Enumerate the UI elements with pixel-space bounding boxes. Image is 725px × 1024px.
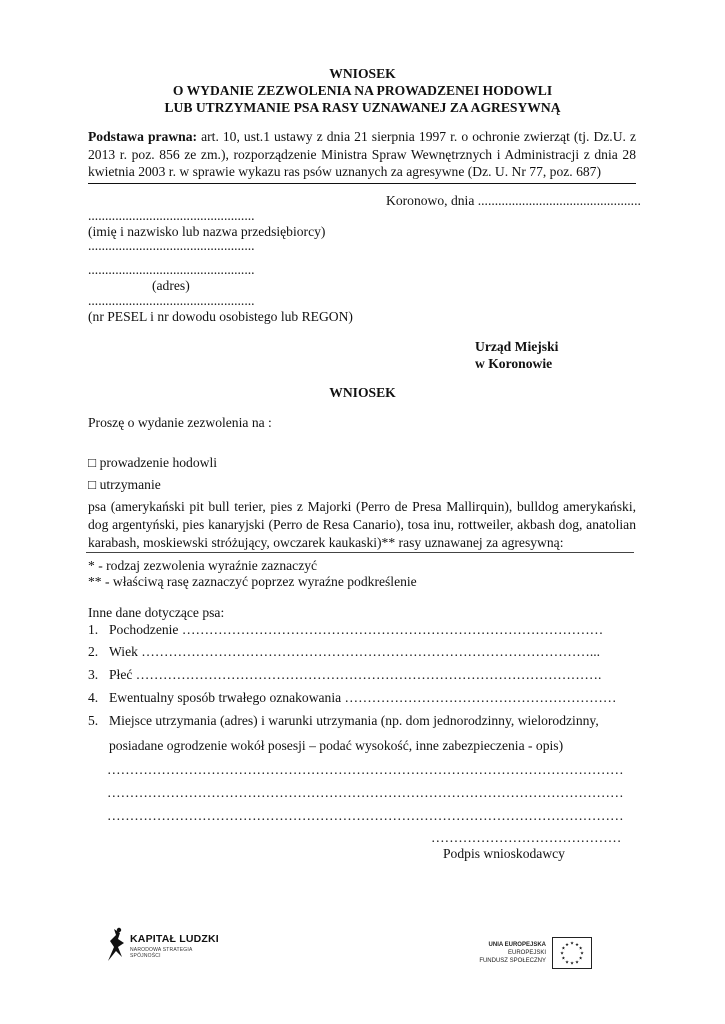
option-keeping: □ utrzymanie	[88, 477, 161, 492]
footnote-divider	[86, 552, 634, 553]
legal-basis-label: Podstawa prawna:	[88, 129, 198, 144]
kapital-ludzki-subtitle: NARODOWA STRATEGIA SPÓJNOŚCI	[130, 947, 193, 959]
signature-label: Podpis wnioskodawcy	[443, 846, 565, 861]
eu-star-icon: ★	[569, 940, 575, 946]
blank-line: ……………………………………………………………………………………………………	[107, 762, 624, 777]
header-divider	[88, 183, 636, 184]
eu-logo	[464, 937, 590, 973]
item-origin: Pochodzenie …………………………………………………………………………………	[109, 622, 604, 637]
applicant-name-label: (imię i nazwisko lub nazwa przedsiębiorcy)	[88, 224, 326, 239]
legal-basis-text: art. 10, ust.1 ustawy z dnia 21 sierpnia 1997 r. o ochronie zwierząt (tj. Dz.U. z 2013 r. poz. 856 ze zm.), rozporządzenie Ministra Spraw Wewnętrznych i Administracji z dnia 28 kwietnia 2003 r. w sprawie wykazu ras psów uznanych za agresywne (Dz. U. Nr 77, poz. 687)	[88, 129, 636, 179]
item-number: 3.	[88, 667, 99, 682]
footnote-2: ** - właściwą rasę zaznaczyć poprzez wyraźne podkreślenie	[88, 574, 417, 589]
item-5-continuation: posiadane ogrodzenie wokół posesji – podać wysokość, inne zabezpieczenia - opis)	[109, 738, 564, 753]
eu-star-icon: ★	[564, 959, 570, 965]
kapital-ludzki-icon	[104, 927, 128, 963]
request-intro: Proszę o wydanie zezwolenia na :	[88, 415, 272, 430]
eu-star-icon: ★	[579, 950, 585, 956]
eu-line-3: FUNDUSZ SPOŁECZNY	[479, 958, 546, 964]
signature-dots: ……………………………………	[431, 830, 622, 845]
item-sex: Płeć ………………………………………………………………………………………….	[109, 667, 602, 682]
eu-star-icon: ★	[578, 945, 583, 951]
id-label: (nr PESEL i nr dowodu osobistego lub REGON)	[88, 309, 353, 324]
title-line-3: LUB UTRZYMANIE PSA RASY UZNAWANEJ ZA AGRESYWNĄ	[164, 100, 561, 115]
eu-line-2: EUROPEJSKI	[507, 950, 546, 956]
eu-flag-icon	[552, 937, 592, 969]
id-dots: .................................................	[88, 293, 255, 308]
item-number: 5.	[88, 713, 99, 728]
item-number: 1.	[88, 622, 99, 637]
option-breeding: □ prowadzenie hodowli	[88, 455, 218, 470]
item-number: 4.	[88, 690, 99, 705]
breeds-text: psa (amerykański pit bull terier, pies z Majorki (Perro de Presa Mallirquin), bulldog amerykański, dog argentyński, pies kanaryjski (Perro de Resa Canario), tosa inu, rottweiler, akbash dog, anatolian karabash, moskiewski stróżujący, owczarek kaukaski)** rasy uznawanej za agresywną:	[88, 499, 636, 550]
kapital-ludzki-logo	[104, 927, 224, 967]
address-dots-1: .................................................	[88, 238, 255, 253]
applicant-name-dots: .................................................	[88, 208, 255, 223]
eu-logo-text	[464, 941, 546, 965]
item-age: Wiek ………………………………………………………………………………………...	[109, 644, 601, 659]
item-number: 2.	[88, 644, 99, 659]
blank-line: ……………………………………………………………………………………………………	[107, 808, 624, 823]
footnote-1: * - rodzaj zezwolenia wyraźnie zaznaczyć	[88, 558, 318, 573]
eu-star-icon: ★	[559, 950, 565, 956]
eu-star-icon: ★	[561, 955, 566, 961]
recipient-line-2: w Koronowie	[475, 356, 553, 371]
section-title: WNIOSEK	[329, 385, 396, 400]
eu-star-icon: ★	[569, 960, 575, 966]
recipient-line-1: Urząd Miejski	[475, 339, 559, 354]
address-dots-2: .................................................	[88, 262, 255, 277]
title-line-2: O WYDANIE ZEZWOLENIA NA PROWADZENEI HODOWLI	[172, 83, 553, 98]
eu-line-1: UNIA EUROPEJSKA	[488, 942, 546, 948]
eu-star-icon: ★	[564, 941, 570, 947]
other-data-label: Inne dane dotyczące psa:	[88, 605, 225, 620]
kapital-ludzki-title: KAPITAŁ LUDZKI	[130, 933, 219, 945]
eu-star-icon: ★	[561, 945, 566, 951]
item-marking: Ewentualny sposób trwałego oznakowania ……………………………………………………	[109, 690, 617, 705]
address-label: (adres)	[152, 278, 190, 293]
eu-star-icon: ★	[578, 955, 583, 961]
blank-line: ……………………………………………………………………………………………………	[107, 785, 624, 800]
eu-star-icon: ★	[574, 941, 580, 947]
place-date: Koronowo, dnia ................................................	[386, 193, 641, 208]
item-keeping-place: Miejsce utrzymania (adres) i warunki utrzymania (np. dom jednorodzinny, wielorodzinny,	[109, 713, 599, 728]
title-line-1: WNIOSEK	[329, 66, 396, 81]
legal-basis	[88, 128, 636, 181]
eu-star-icon: ★	[574, 959, 580, 965]
